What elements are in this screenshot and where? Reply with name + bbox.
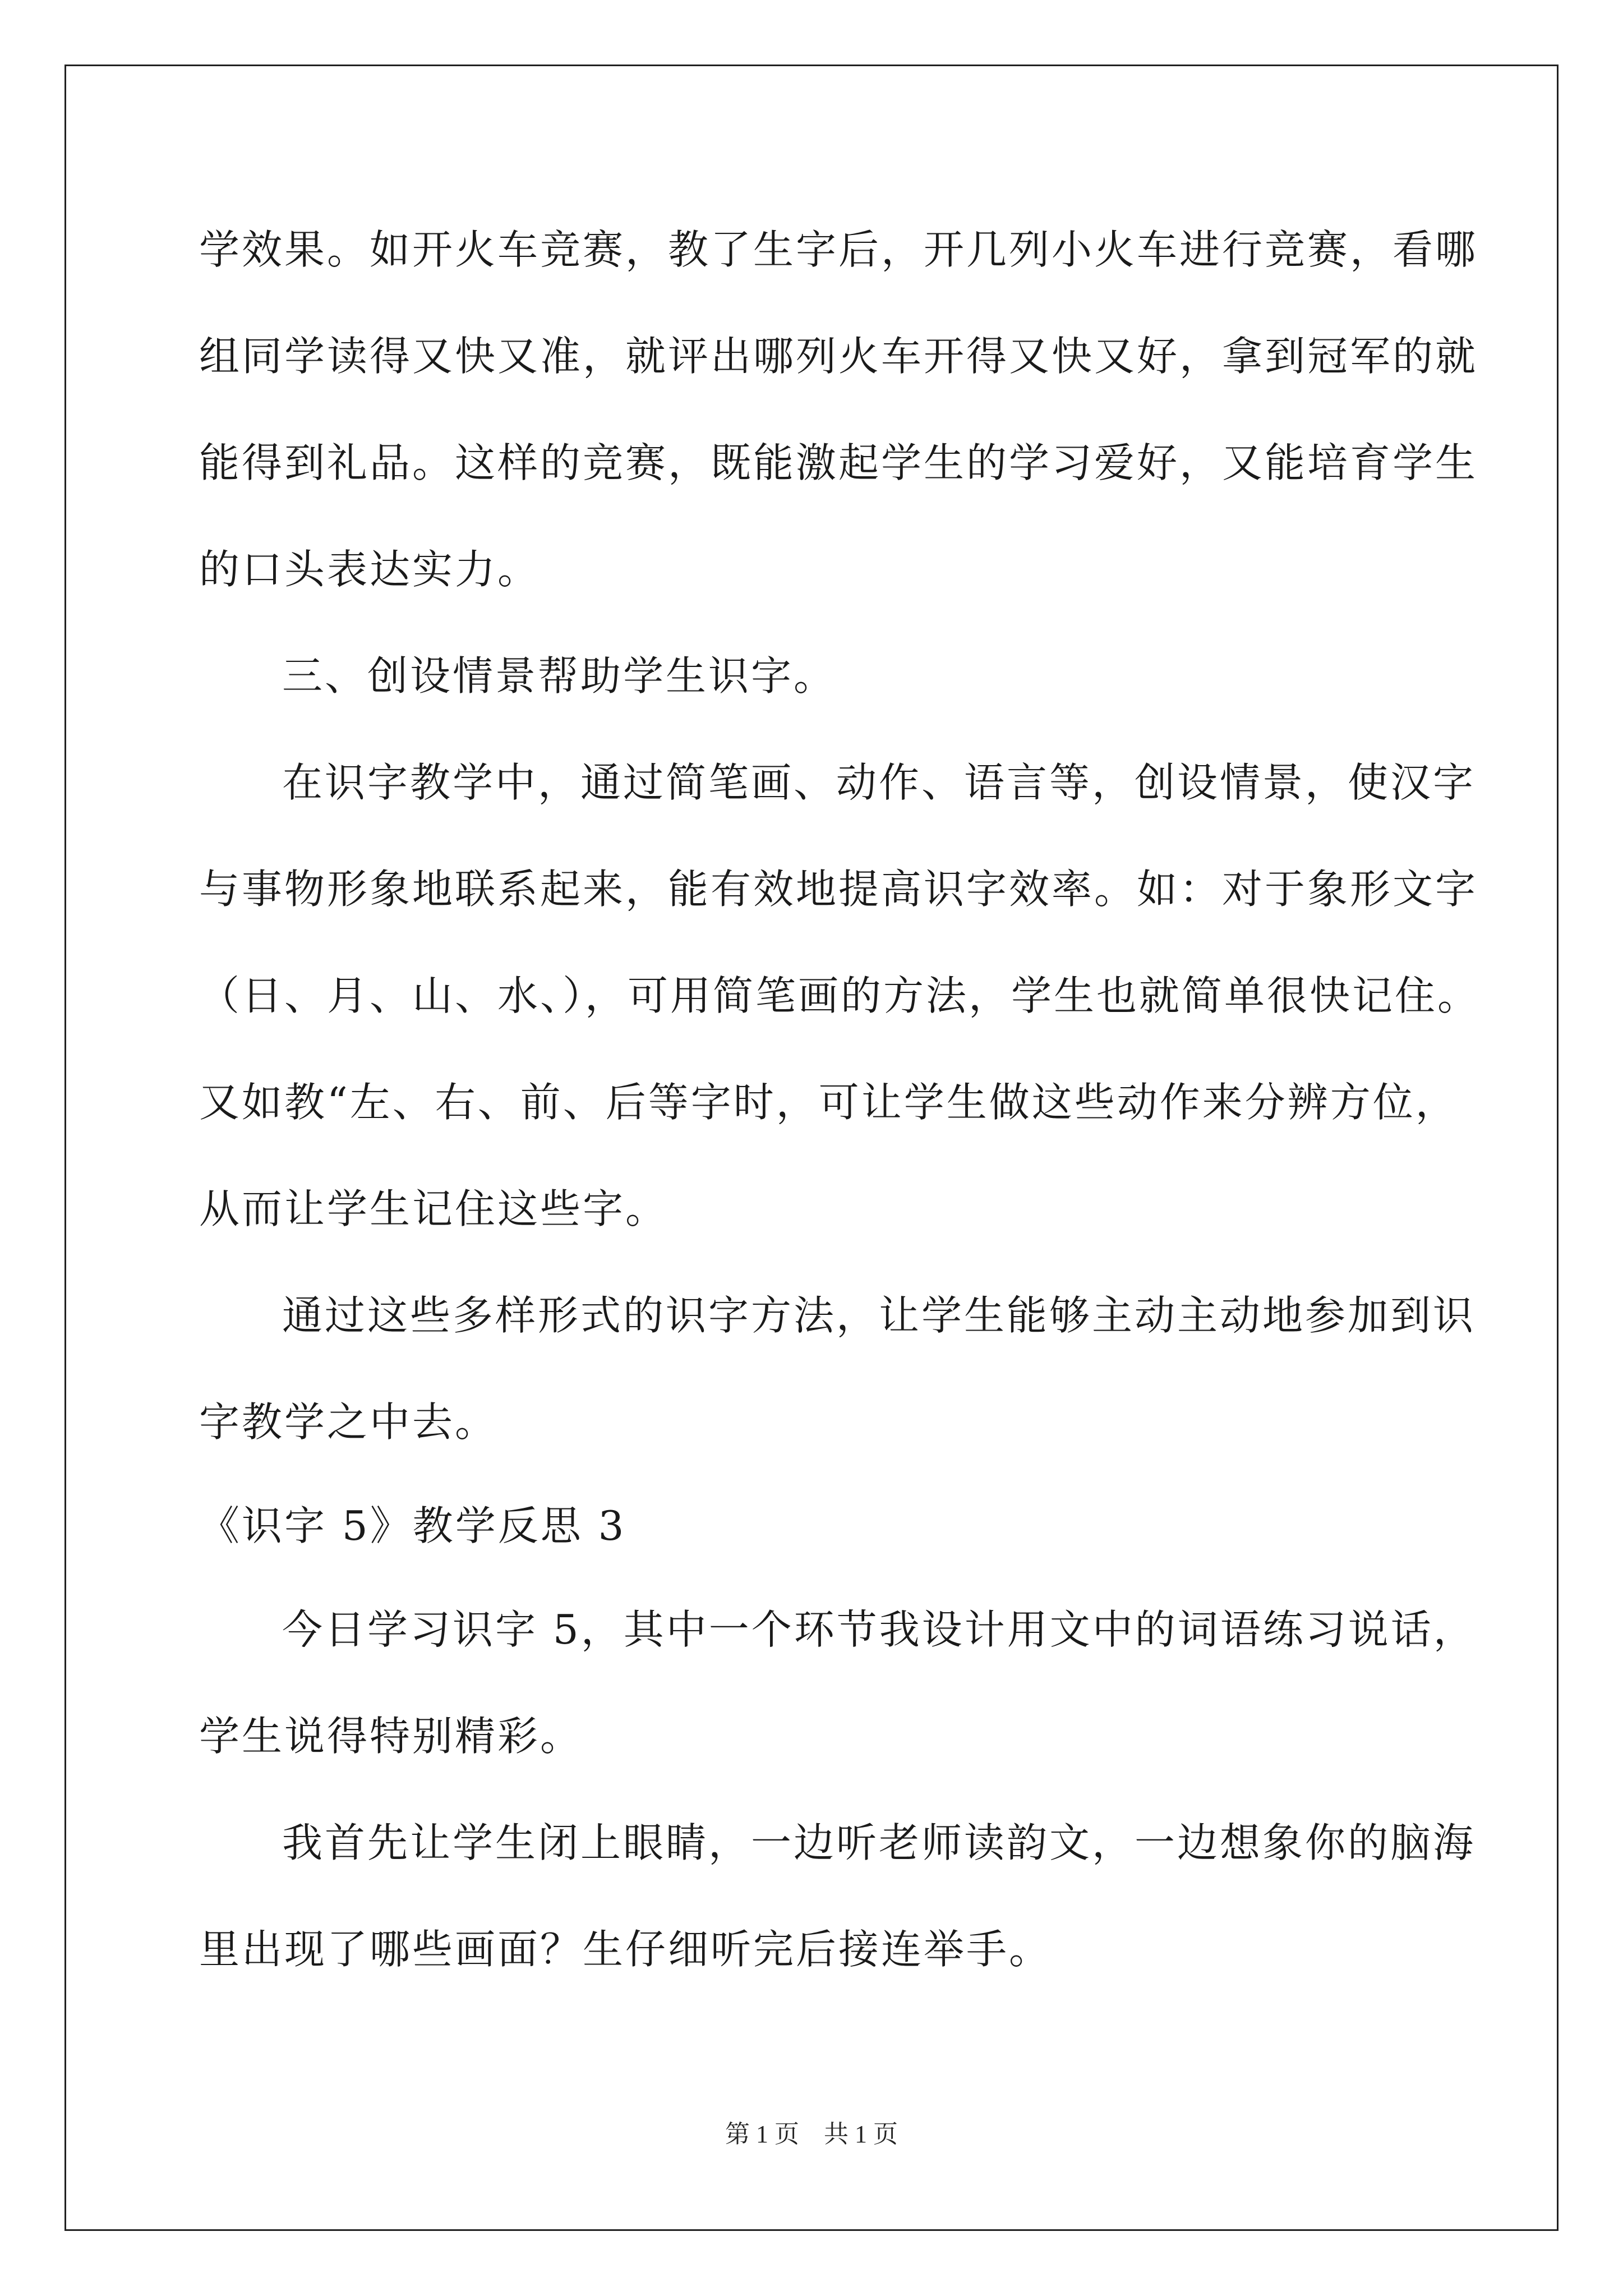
paragraph-line: 我首先让学生闭上眼睛，一边听老师读韵文，一边想象你的脑海 [282,1819,1476,1866]
paragraph-line: 字教学之中去。 [199,1398,498,1446]
paragraph-line: 通过这些多样形式的识字方法，让学生能够主动主动地参加到识 [282,1292,1476,1339]
paragraph-line: 能得到礼品。这样的竞赛，既能激起学生的学习爱好，又能培育学生 [199,439,1478,486]
paragraph-line: 的口头表达实力。 [199,546,541,593]
paragraph-line: 里出现了哪些画面？生仔细听完后接连举手。 [199,1926,1052,1973]
paragraph-line: 组同学读得又快又准，就评出哪列火车开得又快又好，拿到冠军的就 [199,333,1478,380]
paragraph-line: 从而让学生记住这些字。 [199,1185,668,1232]
paragraph-line: 学生说得特别精彩。 [199,1713,583,1760]
paragraph-line: 今日学习识字 5，其中一个环节我设计用文中的词语练习说话， [282,1606,1476,1653]
paragraph-line: （日、月、山、水、），可用简笔画的方法，学生也就简单很快记住。 [199,972,1481,1019]
page-border [64,65,1559,2231]
paragraph-line: 学效果。如开火车竞赛，教了生字后，开几列小火车进行竞赛，看哪 [199,226,1478,273]
paragraph-line: 在识字教学中，通过简笔画、动作、语言等，创设情景，使汉字 [282,759,1476,806]
section-heading: 三、创设情景帮助学生识字。 [282,652,837,700]
article-title: 《识字 5》教学反思 3 [199,1502,626,1549]
page-number: 第 1 页 共 1 页 [725,2120,898,2148]
paragraph-line: 与事物形象地联系起来，能有效地提高识字效率。如：对于象形文字 [199,866,1478,913]
paragraph-line: 又如教“左、右、前、后等字时，可让学生做这些动作来分辨方位， [199,1079,1458,1126]
